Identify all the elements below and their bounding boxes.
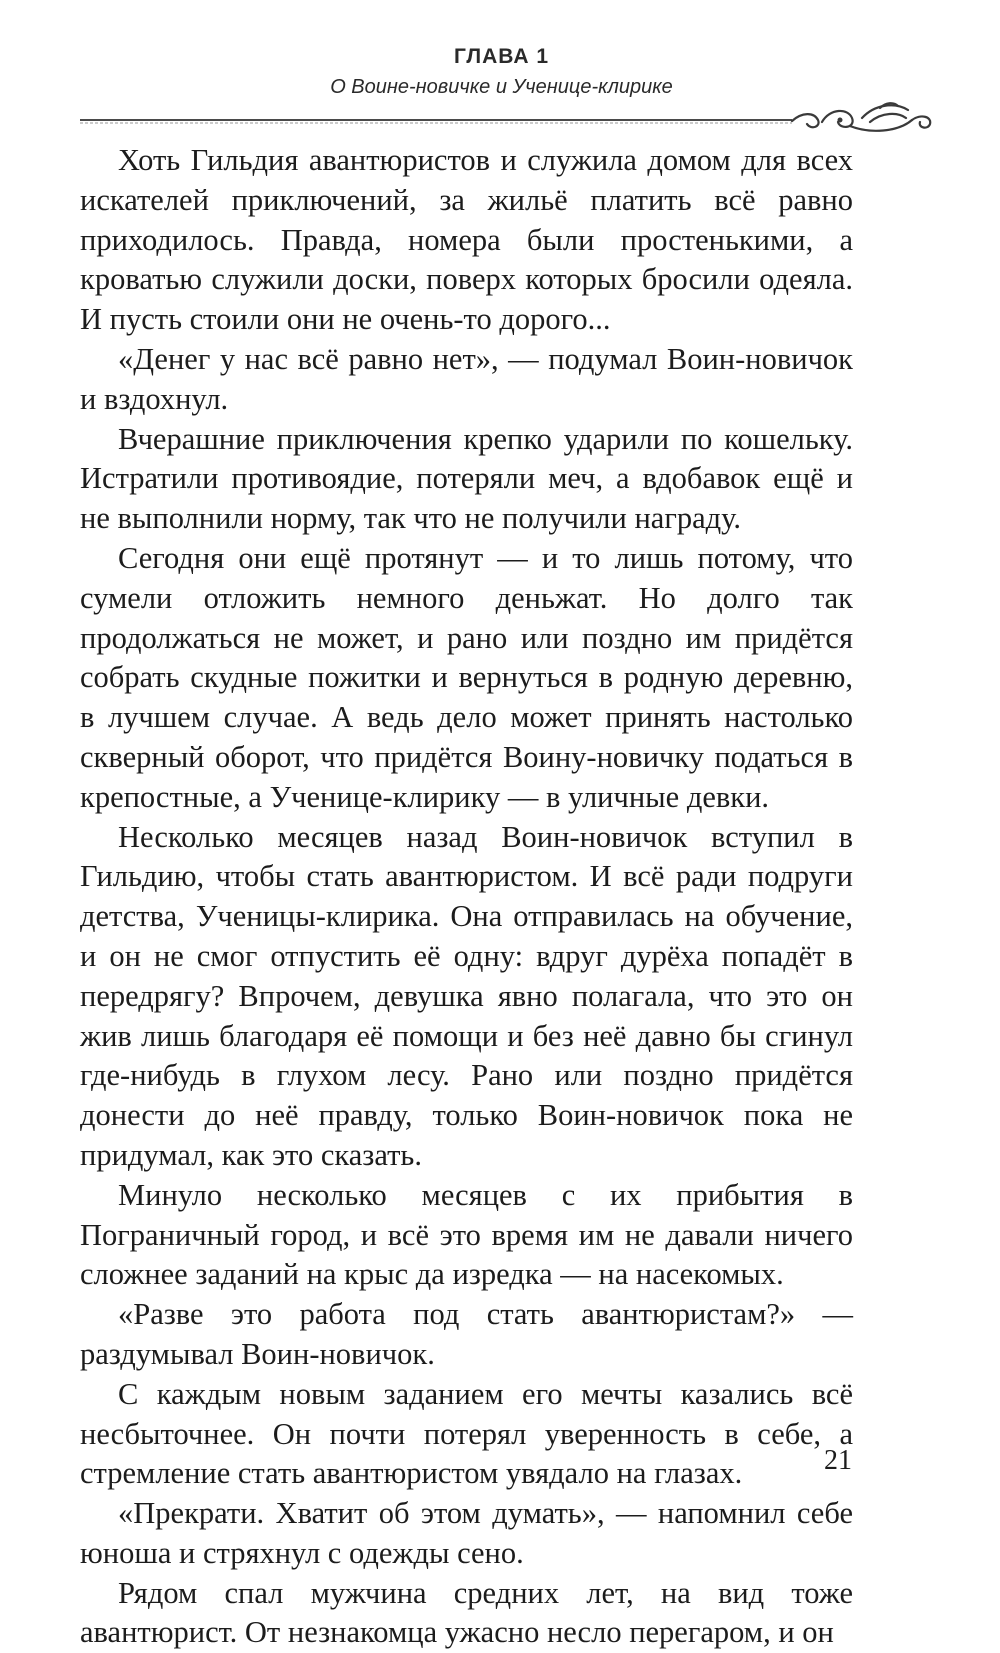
paragraph: Хоть Гильдия авантюристов и служила домом для всех искателей приключений, за жильё платить всё равно приходилось. Правда, номера были простенькими, а кроватью служили доски, поверх которых бросили одеяла. И пусть стоили они не очень-то дорого...	[80, 143, 853, 337]
paragraph: Минуло несколько месяцев с их прибытия в Пограничный город, и всё это время им не давали ничего сложнее заданий на крыс да изредка — на насекомых.	[80, 1177, 853, 1292]
paragraph: «Денег у нас всё равно нет», — подумал Воин-новичок и вздохнул.	[80, 341, 853, 416]
chapter-title: О Воине-новичке и Ученице-клирике	[330, 76, 673, 98]
paragraph: «Разве это работа под стать авантюристам?» — раздумывал Воин-новичок.	[80, 1297, 853, 1371]
page-number: 21	[824, 1445, 852, 1476]
chapter-label: ГЛАВА 1	[453, 45, 550, 68]
running-head	[80, 44, 923, 100]
paragraph: «Прекрати. Хватит об этом думать», — напомнил себе юноша и стряхнул с одежды сено.	[80, 1496, 853, 1570]
flourish-ornament-icon	[80, 100, 940, 140]
paragraph: Сегодня они ещё протянут — и то лишь потому, что сумели отложить немного деньжат. Но долго так продолжаться не может, и рано или поздно им придётся собрать скудные пожитки и вернуться в родную деревню, в лучшем случае. А ведь дело может принять настолько скверный оборот, что придётся Воину-новичку податься в крепостные, а Ученице-клирику — в уличные девки.	[80, 540, 853, 814]
body-text	[80, 141, 853, 1653]
header-rule	[80, 100, 940, 140]
paragraph: Несколько месяцев назад Воин-новичок вступил в Гильдию, чтобы стать авантюристом. И всё ради подруги детства, Ученицы-клирика. Она отправилась на обучение, и он не смог отпустить её одну: вдруг дурёха попадёт в передрягу? Впрочем, девушка явно полагала, что это он жив лишь благодаря её помощи и без неё давно бы сгинул где-нибудь в глухом лесу. Рано или поздно придётся донести до неё правду, только Воин-новичок пока не придумал, как это сказать.	[80, 819, 853, 1172]
paragraph: С каждым новым заданием его мечты казались всё несбыточнее. Он почти потерял уверенность в себе, а стремление стать авантюристом увядало на глазах.	[80, 1376, 853, 1491]
paragraph: Вчерашние приключения крепко ударили по кошельку. Истратили противоядие, потеряли меч, а вдобавок ещё и не выполнили норму, так что не получили награду.	[80, 421, 853, 536]
paragraph: Рядом спал мужчина средних лет, на вид тоже авантюрист. От незнакомца ужасно несло перегаром, и он	[80, 1575, 853, 1650]
